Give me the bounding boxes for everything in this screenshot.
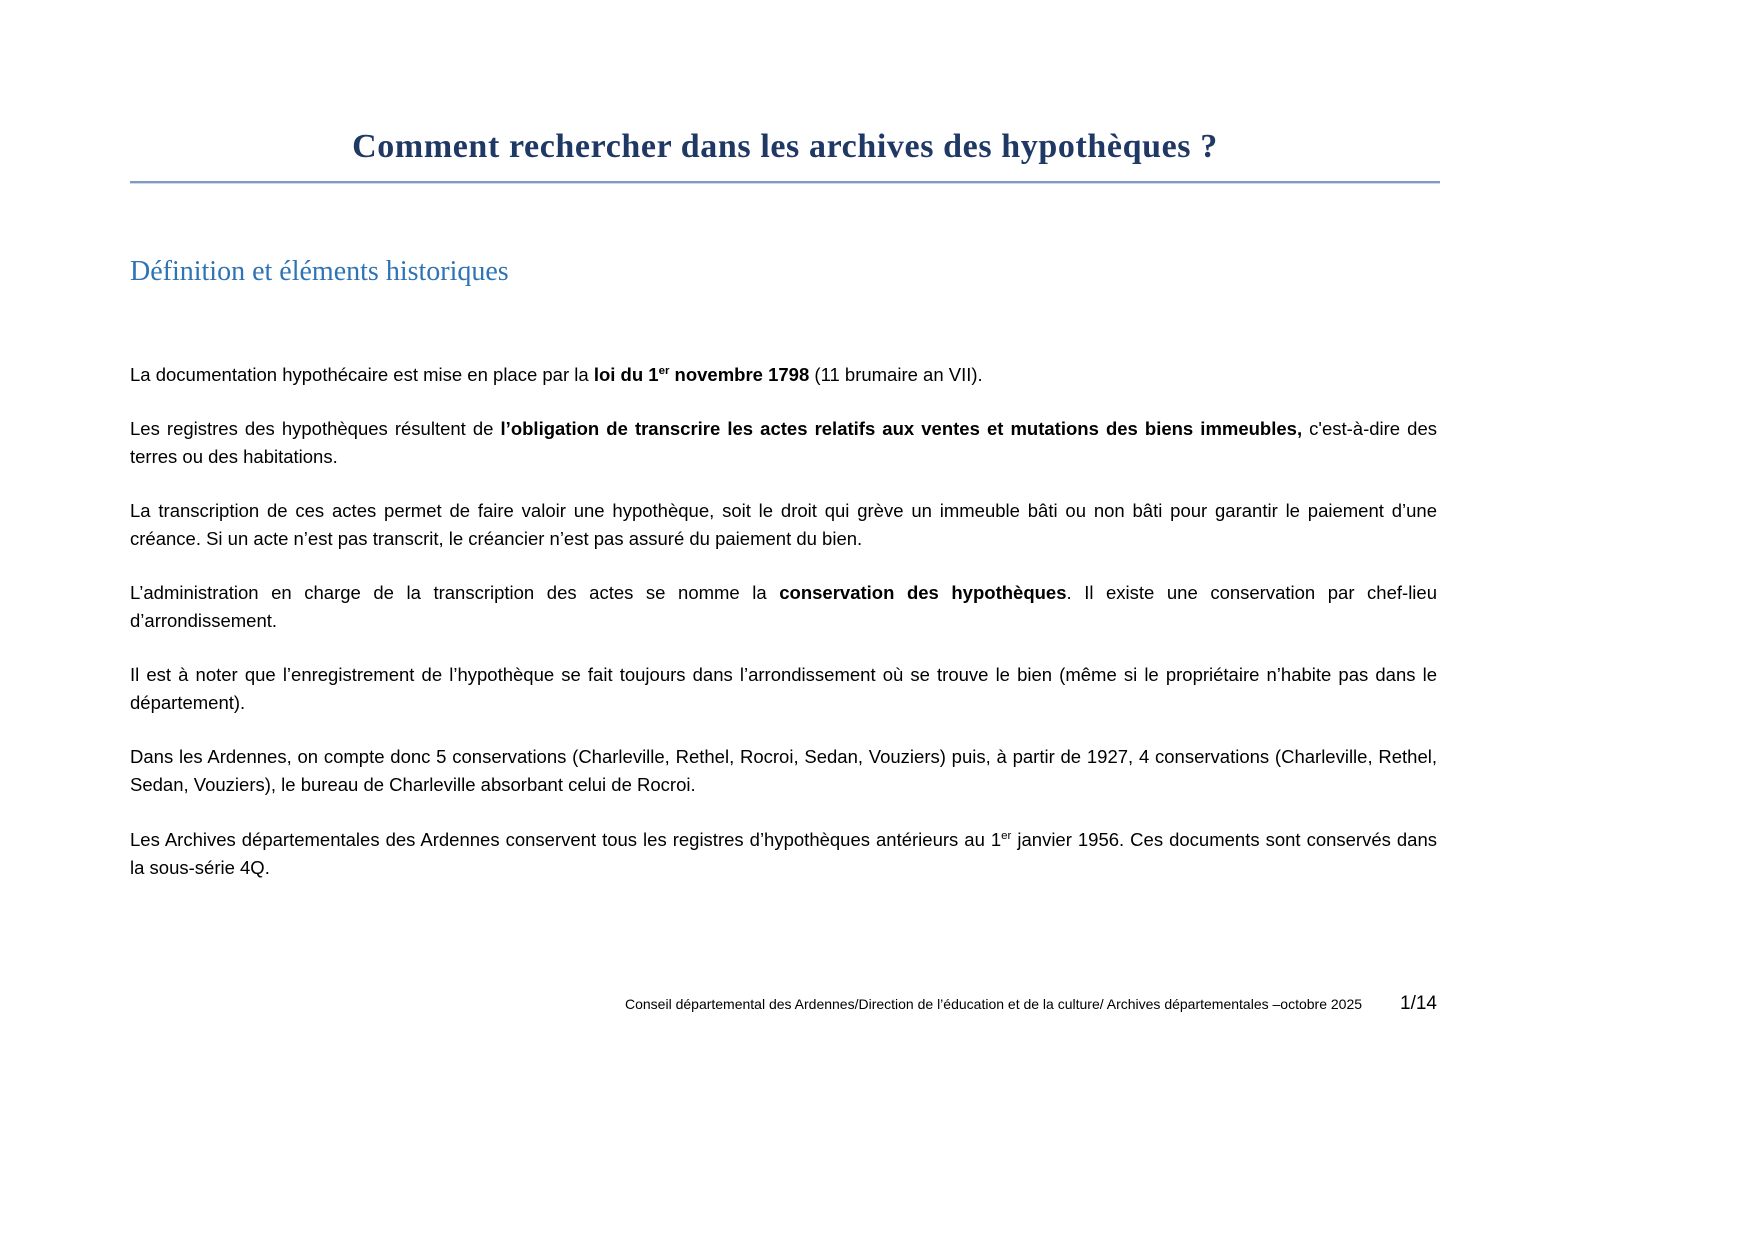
document-title: Comment rechercher dans les archives des hypothèques ? <box>352 128 1218 165</box>
title-underline-rule <box>130 181 1440 184</box>
text-run: janvier 1956. Ces documents sont conservés dans la sous-série 4Q. <box>130 829 1438 878</box>
paragraph <box>130 826 1437 882</box>
text-run: Il est à noter que l’enregistrement de l’hypothèque se fait toujours dans l’arrondissement où se trouve le bien (même si le propriétaire n’habite pas dans le département). <box>130 664 1437 713</box>
paragraph <box>130 579 1437 635</box>
text-run: er <box>1001 829 1012 842</box>
text-run: er <box>658 364 670 377</box>
text-run: . Il existe une conservation par chef-lieu d’arrondissement. <box>130 582 1437 631</box>
body-paragraphs <box>130 361 1437 908</box>
paragraph <box>130 743 1437 799</box>
text-run: Les registres des hypothèques résultent de <box>130 418 501 439</box>
text-run: loi du 1 <box>593 364 659 385</box>
paragraph <box>130 497 1437 553</box>
text-run: novembre 1798 <box>669 364 810 385</box>
text-run: l’obligation de transcrire les actes relatifs aux ventes et mutations des biens immeubles, <box>500 418 1303 439</box>
page-footer <box>130 993 1437 1015</box>
section-heading: Définition et éléments historiques <box>130 256 509 287</box>
footer-text: Conseil départemental des Ardennes/Direction de l’éducation et de la culture/ Archives départementales –octobre 2025 <box>625 996 1363 1012</box>
paragraph <box>130 415 1437 471</box>
text-run: L’administration en charge de la transcription des actes se nomme la <box>130 582 780 603</box>
paragraph <box>130 361 1437 389</box>
text-run: c'est-à-dire des terres ou des habitations. <box>130 418 1437 467</box>
paragraph <box>130 661 1437 717</box>
text-run: conservation des hypothèques <box>779 582 1067 603</box>
text-run: La documentation hypothécaire est mise en place par la <box>130 364 594 385</box>
text-run: (11 brumaire an VII). <box>809 364 983 385</box>
page-number: 1/14 <box>1400 993 1437 1014</box>
text-run: Les Archives départementales des Ardennes conservent tous les registres d’hypothèques antérieurs au 1 <box>130 829 1002 850</box>
text-run: Dans les Ardennes, on compte donc 5 conservations (Charleville, Rethel, Rocroi, Sedan, Vouziers) puis, à partir de 1927, 4 conservations (Charleville, Rethel, Sedan, Vouziers), le bureau de Charleville absorbant celui de Rocroi. <box>130 746 1437 795</box>
text-run: La transcription de ces actes permet de faire valoir une hypothèque, soit le droit qui grève un immeuble bâti ou non bâti pour garantir le paiement d’une créance. Si un acte n’est pas transcrit, le créancier n’est pas assuré du paiement du bien. <box>130 500 1437 549</box>
